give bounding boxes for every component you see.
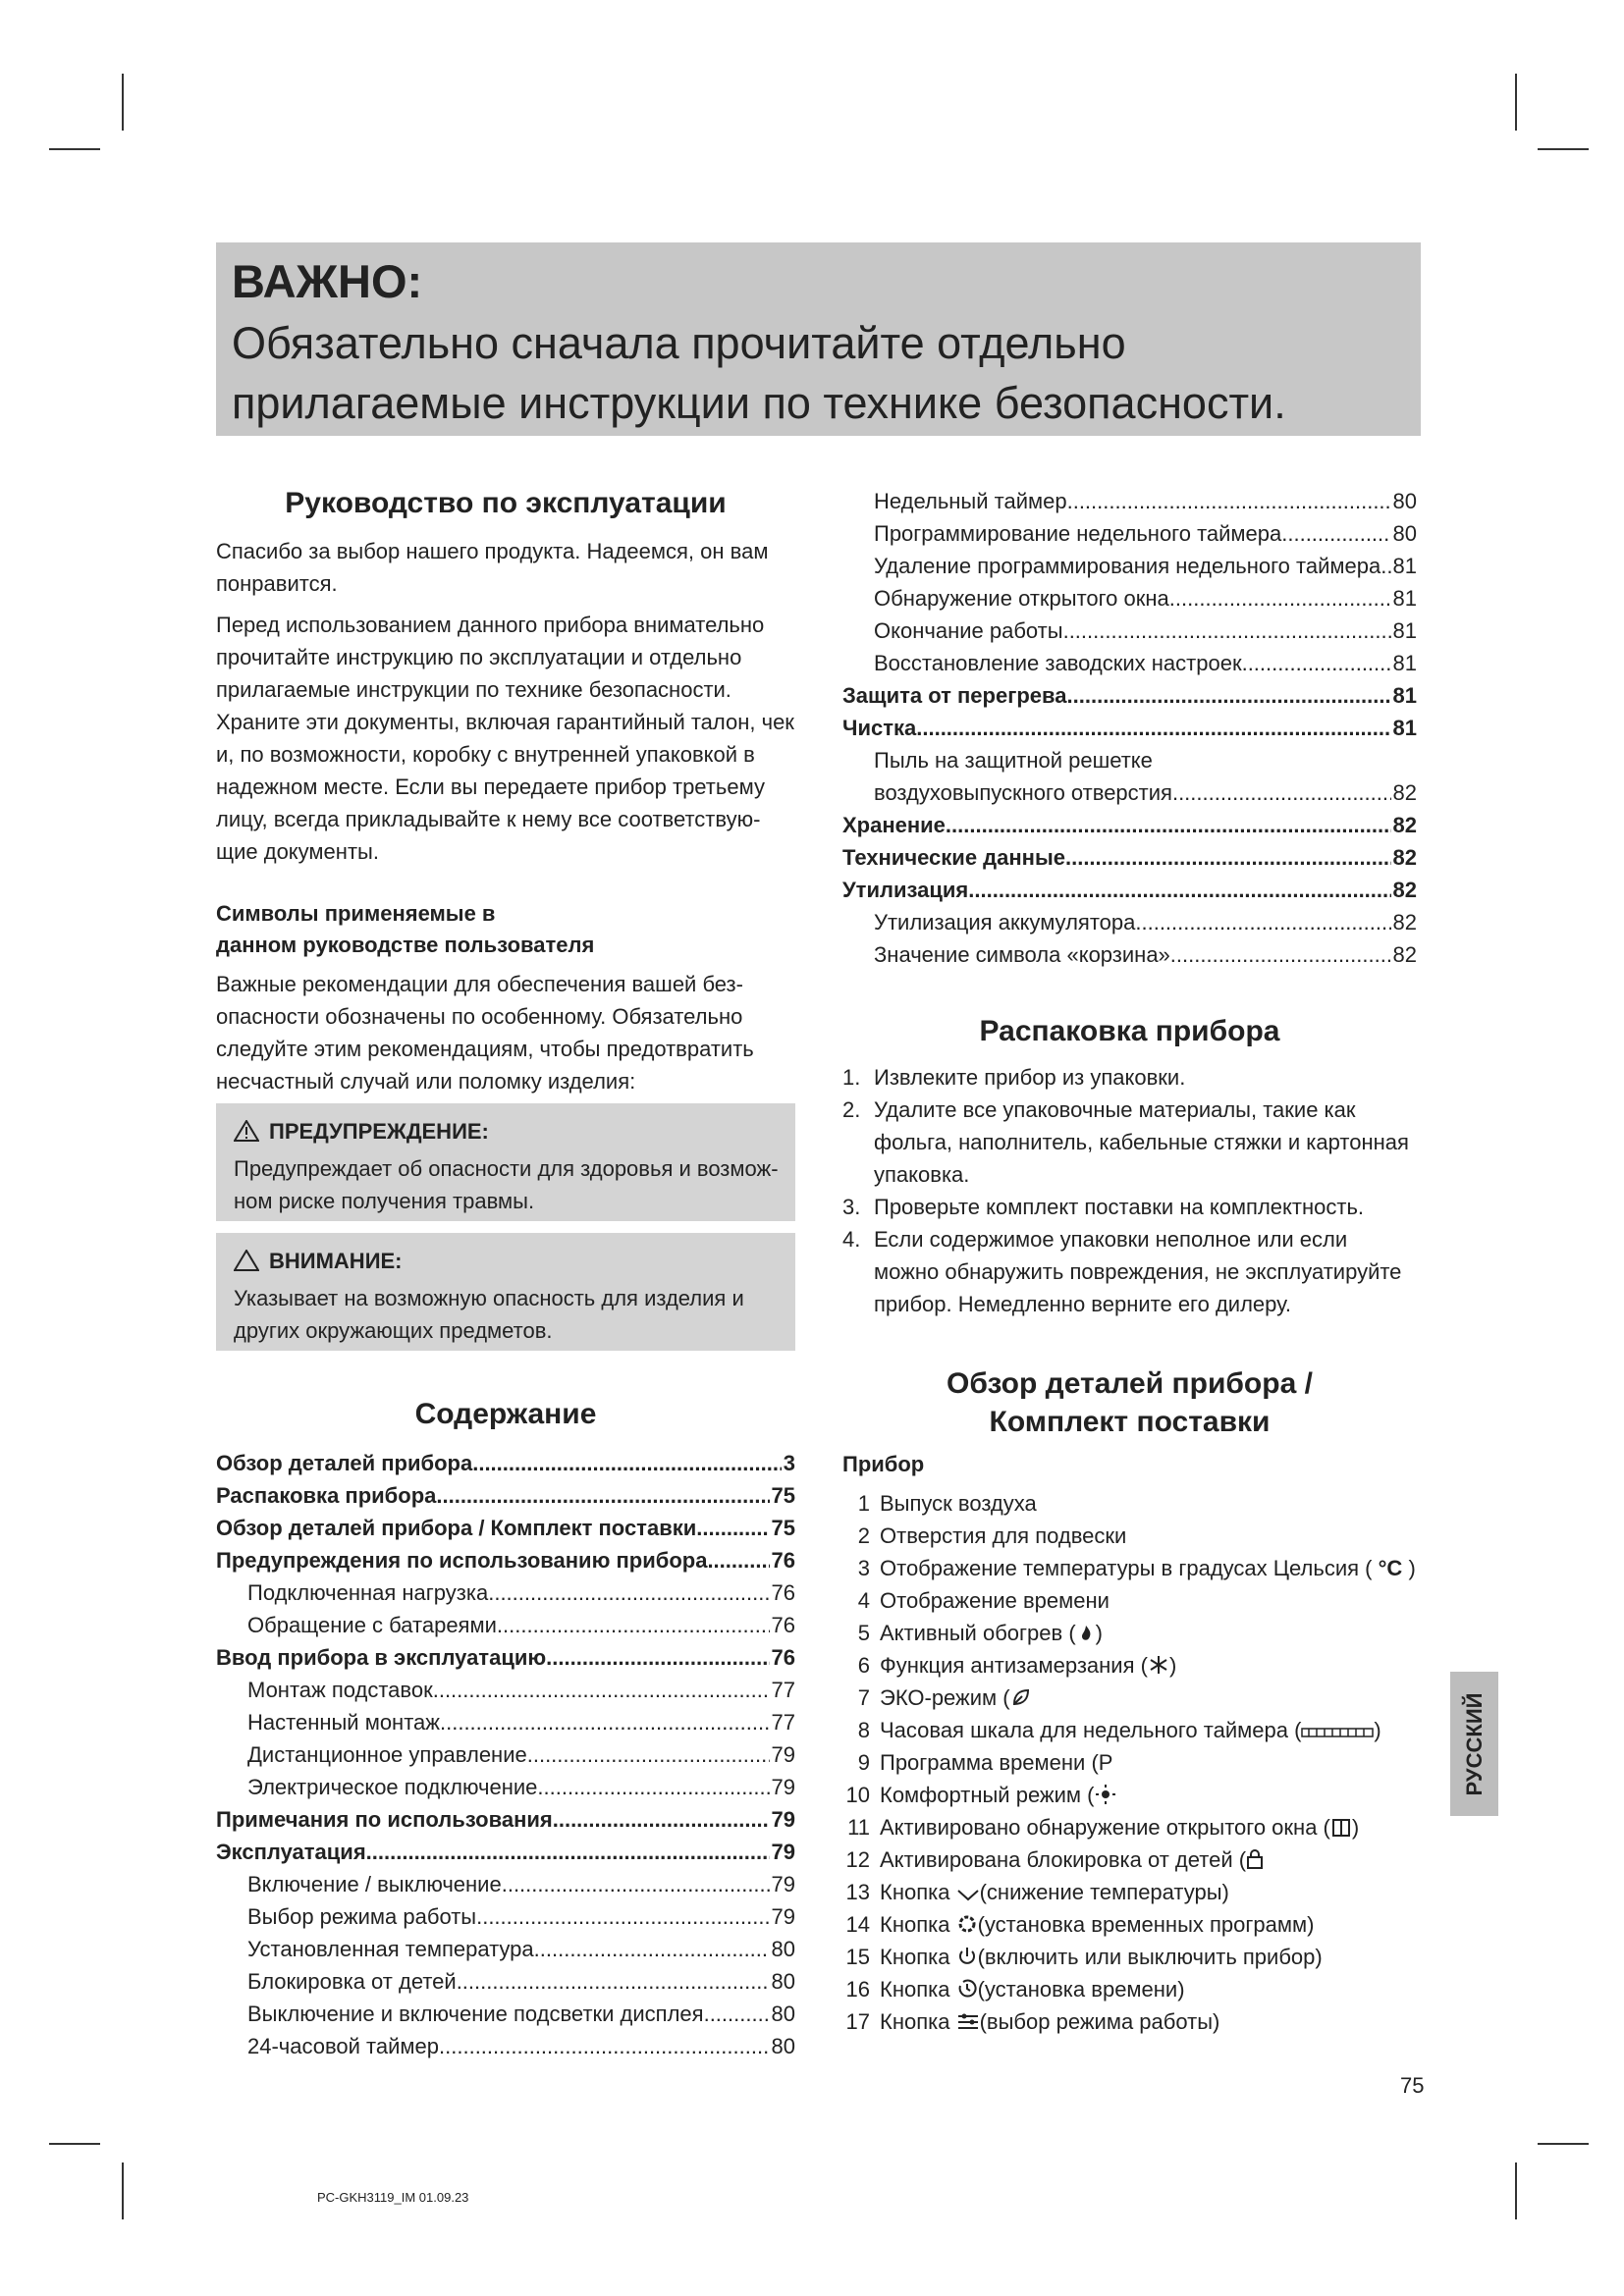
toc-entry-title: Обращение с батареями	[247, 1613, 497, 1637]
toc-entry-title: Окончание работы	[874, 618, 1063, 643]
toc-entry-title: 24-часовой таймер	[247, 2034, 440, 2058]
toc-entry-title: Недельный таймер	[874, 489, 1067, 513]
toc-entry-page: 82	[1392, 878, 1417, 902]
part-item: 14 Кнопка (установка временных программ)	[845, 1912, 1315, 1937]
unpacking-step-number: 1.	[842, 1065, 861, 1090]
toc-entry-title: Обзор деталей прибора	[216, 1451, 473, 1475]
part-item: 8 Часовая шкала для недельного таймера ( )	[857, 1718, 1381, 1742]
toc-entry-page: 82	[1392, 910, 1417, 934]
toc-entry-title: Технические данные	[842, 845, 1065, 870]
toc-entry-page: 76	[771, 1580, 795, 1605]
part-item: 12 Активирована блокировка от детей (	[842, 1843, 1264, 1876]
toc-entry-page: 77	[771, 1710, 795, 1735]
toc-entry-title: Обнаружение открытого окна	[874, 586, 1169, 611]
toc-entry	[216, 1544, 795, 1576]
page-number: 75	[1400, 2073, 1425, 2098]
crop-mark	[1538, 148, 1589, 150]
toc-entry-page: 76	[771, 1548, 795, 1573]
toc-entry	[874, 906, 1417, 938]
toc-entry-title: Выбор режима работы	[247, 1904, 477, 1929]
important-banner	[216, 242, 1421, 436]
toc-entry-page: 81	[1392, 651, 1417, 675]
toc-entry-page: 79	[771, 1742, 795, 1767]
crop-mark	[122, 2163, 124, 2219]
part-item: 2 Отверстия для подвески	[857, 1523, 1127, 1548]
toc-entry-title: Выключение и включение подсветки дисплея	[247, 2002, 704, 2026]
toc-entry-page: 80	[771, 1969, 795, 1994]
toc-entry-title: Распаковка прибора	[216, 1483, 437, 1508]
timer-bar-icon	[1301, 1725, 1374, 1740]
toc-entry-page: 82	[1392, 942, 1417, 967]
toc-entry-page: 75	[771, 1483, 795, 1508]
toc-entry-page: 82	[1392, 845, 1417, 870]
toc-entry-page: 80	[771, 2002, 795, 2026]
toc-entry	[842, 712, 1417, 744]
program-symbol: P	[1098, 1750, 1113, 1775]
caution-text: Указывает на возможную опасность для изделия и других окружающих предметов.	[234, 1286, 744, 1343]
toc-entry-title: Настенный монтаж	[247, 1710, 440, 1735]
toc-entry	[874, 938, 1417, 971]
child-lock-icon	[1246, 1848, 1264, 1870]
unpacking-step	[842, 1061, 1417, 1094]
clock-set-icon	[956, 1978, 978, 2000]
toc-entry-page: 79	[771, 1840, 795, 1864]
toc-entry	[216, 1803, 795, 1836]
toc-entry-title: Включение / выключение	[247, 1872, 502, 1896]
toc-entry-page: 81	[1392, 554, 1417, 578]
toc-entry-page: 80	[1392, 521, 1417, 546]
toc-entry-title: Блокировка от детей	[247, 1969, 457, 1994]
toc-entry-page: 79	[771, 1775, 795, 1799]
symbols-heading-line1: Символы применяемые в	[216, 901, 496, 926]
toc-entry	[842, 679, 1417, 712]
active-heating-icon	[1076, 1624, 1096, 1643]
toc-entry	[874, 582, 1417, 614]
part-item: 11 Активировано обнаружение открытого окна ( )	[847, 1815, 1360, 1840]
toc-entry-page: 81	[1392, 716, 1417, 740]
celsius-symbol: °C	[1378, 1556, 1403, 1580]
part-item: 10 Комфортный режим (	[842, 1779, 1116, 1811]
unpacking-heading: Распаковка прибора	[979, 1015, 1280, 1047]
toc-entry	[247, 2030, 795, 2062]
warning-triangle-icon	[234, 1120, 259, 1142]
manual-heading: Руководство по эксплуатации	[285, 487, 727, 519]
warning-text: Предупреждает об опасности для здоровья и возмож-ном риске получения травмы.	[234, 1156, 779, 1213]
manual-body: Перед использованием данного прибора внимательно прочитайте инструкцию по эксплуатации и отдельно прилагаемые инструкции по технике безопасности. Храните эти документы, включая гарантийный талон, чек и, по возможности, коробку с внутренней упаковкой в надежном месте. Если вы передаете прибор третьему лицу, всегда прикладывайте к нему все соответствую-щие документы.	[216, 613, 794, 864]
crop-mark	[1538, 2143, 1589, 2145]
toc-entry-page: 79	[771, 1904, 795, 1929]
toc-entry	[842, 874, 1417, 906]
symbols-body: Важные рекомендации для обеспечения вашей без-опасности обозначены по особенному. Обязательно следуйте этим рекомендациям, чтобы предотвратить несчастный случай или поломку изделия:	[216, 972, 754, 1094]
symbols-heading-line2: данном руководстве пользователя	[216, 933, 595, 957]
toc-entry	[216, 1447, 795, 1479]
toc-entry-page: 77	[771, 1678, 795, 1702]
toc-entry-page: 75	[771, 1516, 795, 1540]
unpacking-step-text: Если содержимое упаковки неполное или если можно обнаружить повреждения, не эксплуатируйте прибор. Немедленно верните его дилеру.	[874, 1227, 1402, 1316]
toc-entry-title: Утилизация	[842, 878, 969, 902]
part-item: 4 Отображение времени	[857, 1588, 1110, 1613]
frost-protection-icon	[1148, 1654, 1169, 1676]
toc-entry	[874, 517, 1417, 550]
unpacking-step-number: 3.	[842, 1195, 861, 1219]
part-item: 7 ЭКО-режим (	[842, 1682, 1032, 1714]
toc-entry	[216, 1836, 795, 1868]
part-item: 3 Отображение температуры в градусах Цельсия ( °C )	[857, 1556, 1416, 1580]
toc-entry-title: Электрическое подключение	[247, 1775, 538, 1799]
toc-entry-page: 76	[771, 1645, 795, 1670]
crop-mark	[1515, 2163, 1517, 2219]
part-item: 6 Функция антизамерзания ( )	[857, 1653, 1177, 1678]
eco-leaf-icon	[1010, 1686, 1032, 1708]
toc-entry-title: Дистанционное управление	[247, 1742, 527, 1767]
toc-entry-page: 3	[783, 1451, 795, 1475]
banner-text: Обязательно сначала прочитайте отдельно прилагаемые инструкции по технике безопасности.	[232, 318, 1286, 428]
toc-entry	[247, 1965, 795, 1998]
toc-entry	[247, 1998, 795, 2030]
toc-entry	[247, 1738, 795, 1771]
toc-entry-page: 81	[1392, 618, 1417, 643]
toc-entry-title: Значение символа «корзина»	[874, 942, 1170, 967]
overview-heading-line1: Обзор деталей прибора /	[947, 1367, 1313, 1400]
toc-entry-title: Эксплуатация	[216, 1840, 366, 1864]
toc-entry-page: 80	[1392, 489, 1417, 513]
toc-entry-title: Чистка	[842, 716, 917, 740]
toc-entry-page: 81	[1392, 683, 1417, 708]
part-item: 5 Активный обогрев ( )	[857, 1621, 1103, 1645]
overview-heading-line2: Комплект поставки	[989, 1406, 1271, 1438]
toc-entry	[247, 1674, 795, 1706]
toc-entry	[247, 1771, 795, 1803]
toc-entry-title: Программирование недельного таймера	[874, 521, 1282, 546]
toc-entry	[247, 1868, 795, 1900]
toc-entry-title: Установленная температура	[247, 1937, 534, 1961]
toc-entry-title: Обзор деталей прибора / Комплект поставки	[216, 1516, 697, 1540]
toc-entry-title: Монтаж подставок	[247, 1678, 433, 1702]
toc-entry	[874, 614, 1417, 647]
program-gear-icon	[956, 1913, 978, 1935]
part-item: 16 Кнопка (установка времени)	[845, 1977, 1185, 2002]
sun-comfort-icon	[1095, 1784, 1116, 1805]
toc-entry	[874, 550, 1417, 582]
unpacking-step	[842, 1223, 1417, 1320]
toc-entry-page: 79	[771, 1872, 795, 1896]
part-item: 15 Кнопка (включить или выключить прибор)	[845, 1945, 1323, 1969]
toc-entry-title: Хранение	[842, 813, 946, 837]
unpacking-step-number: 2.	[842, 1097, 861, 1122]
manual-intro: Спасибо за выбор нашего продукта. Надеемся, он вам понравится.	[216, 539, 769, 596]
warning-box	[216, 1103, 795, 1221]
mode-select-icon	[956, 2012, 980, 2032]
toc-entry	[842, 841, 1417, 874]
caution-triangle-icon	[234, 1250, 259, 1271]
toc-entry	[216, 1512, 795, 1544]
unpacking-step	[842, 1094, 1417, 1191]
unpacking-step	[842, 1191, 1417, 1223]
toc-entry	[247, 1706, 795, 1738]
toc-entry	[247, 1576, 795, 1609]
footer-code: PC-GKH3119_IM 01.09.23	[317, 2190, 469, 2205]
toc-entry-title: Пыль на защитной решетке	[874, 748, 1153, 773]
toc-entry-title: Удаление программирования недельного таймера	[874, 554, 1381, 578]
toc-entry	[247, 1900, 795, 1933]
contents-heading: Содержание	[414, 1398, 597, 1430]
overview-subheading: Прибор	[842, 1452, 925, 1476]
caution-box	[216, 1233, 795, 1351]
open-window-icon	[1330, 1818, 1352, 1838]
toc-entry-title: Примечания по использования	[216, 1807, 553, 1832]
power-icon	[956, 1946, 978, 1967]
part-item: 13 Кнопка (снижение температуры)	[845, 1880, 1229, 1904]
part-item: 9 Программа времени (P	[857, 1750, 1113, 1775]
unpacking-step-text: Извлеките прибор из упаковки.	[874, 1065, 1186, 1090]
crop-mark	[49, 148, 100, 150]
toc-entry	[874, 485, 1417, 517]
toc-entry	[216, 1479, 795, 1512]
banner-title: ВАЖНО:	[232, 255, 423, 307]
language-tab	[1450, 1672, 1498, 1816]
toc-entry-title: Ввод прибора в эксплуатацию	[216, 1645, 547, 1670]
toc-entry	[247, 1609, 795, 1641]
toc-entry-page: 81	[1392, 586, 1417, 611]
toc-entry-page: 80	[771, 2034, 795, 2058]
toc-entry-title: воздуховыпускного отверстия	[874, 780, 1172, 805]
toc-entry-title: Восстановление заводских настроек	[874, 651, 1242, 675]
toc-entry	[874, 647, 1417, 679]
caution-title: ВНИМАНИЕ:	[269, 1249, 403, 1273]
unpacking-step-text: Удалите все упаковочные материалы, такие как фольга, наполнитель, кабельные стяжки и картонная упаковка.	[874, 1097, 1409, 1187]
toc-entry-title: Утилизация аккумулятора	[874, 910, 1136, 934]
part-item: 17 Кнопка (выбор режима работы)	[845, 2009, 1220, 2034]
unpacking-step-text: Проверьте комплект поставки на комплектность.	[874, 1195, 1365, 1219]
toc-entry	[842, 809, 1417, 841]
toc-entry-page: 82	[1392, 780, 1417, 805]
toc-entry	[247, 1933, 795, 1965]
language-tab-label: РУССКИЙ	[1461, 1692, 1487, 1795]
toc-entry	[874, 744, 1417, 776]
chevron-down-icon	[956, 1887, 980, 1902]
toc-entry-page: 82	[1392, 813, 1417, 837]
toc-entry-page: 79	[771, 1807, 795, 1832]
unpacking-step-number: 4.	[842, 1227, 861, 1252]
toc-entry-page: 80	[771, 1937, 795, 1961]
warning-title: ПРЕДУПРЕЖДЕНИЕ:	[269, 1119, 489, 1144]
toc-entry-page: 76	[771, 1613, 795, 1637]
toc-entry-title: Подключенная нагрузка	[247, 1580, 489, 1605]
crop-mark	[122, 74, 124, 131]
toc-entry	[216, 1641, 795, 1674]
toc-entry-title: Защита от перегрева	[842, 683, 1067, 708]
part-item: 1 Выпуск воздуха	[857, 1491, 1037, 1516]
crop-mark	[49, 2143, 100, 2145]
crop-mark	[1515, 74, 1517, 131]
toc-entry	[874, 776, 1417, 809]
toc-entry-title: Предупреждения по использованию прибора	[216, 1548, 708, 1573]
